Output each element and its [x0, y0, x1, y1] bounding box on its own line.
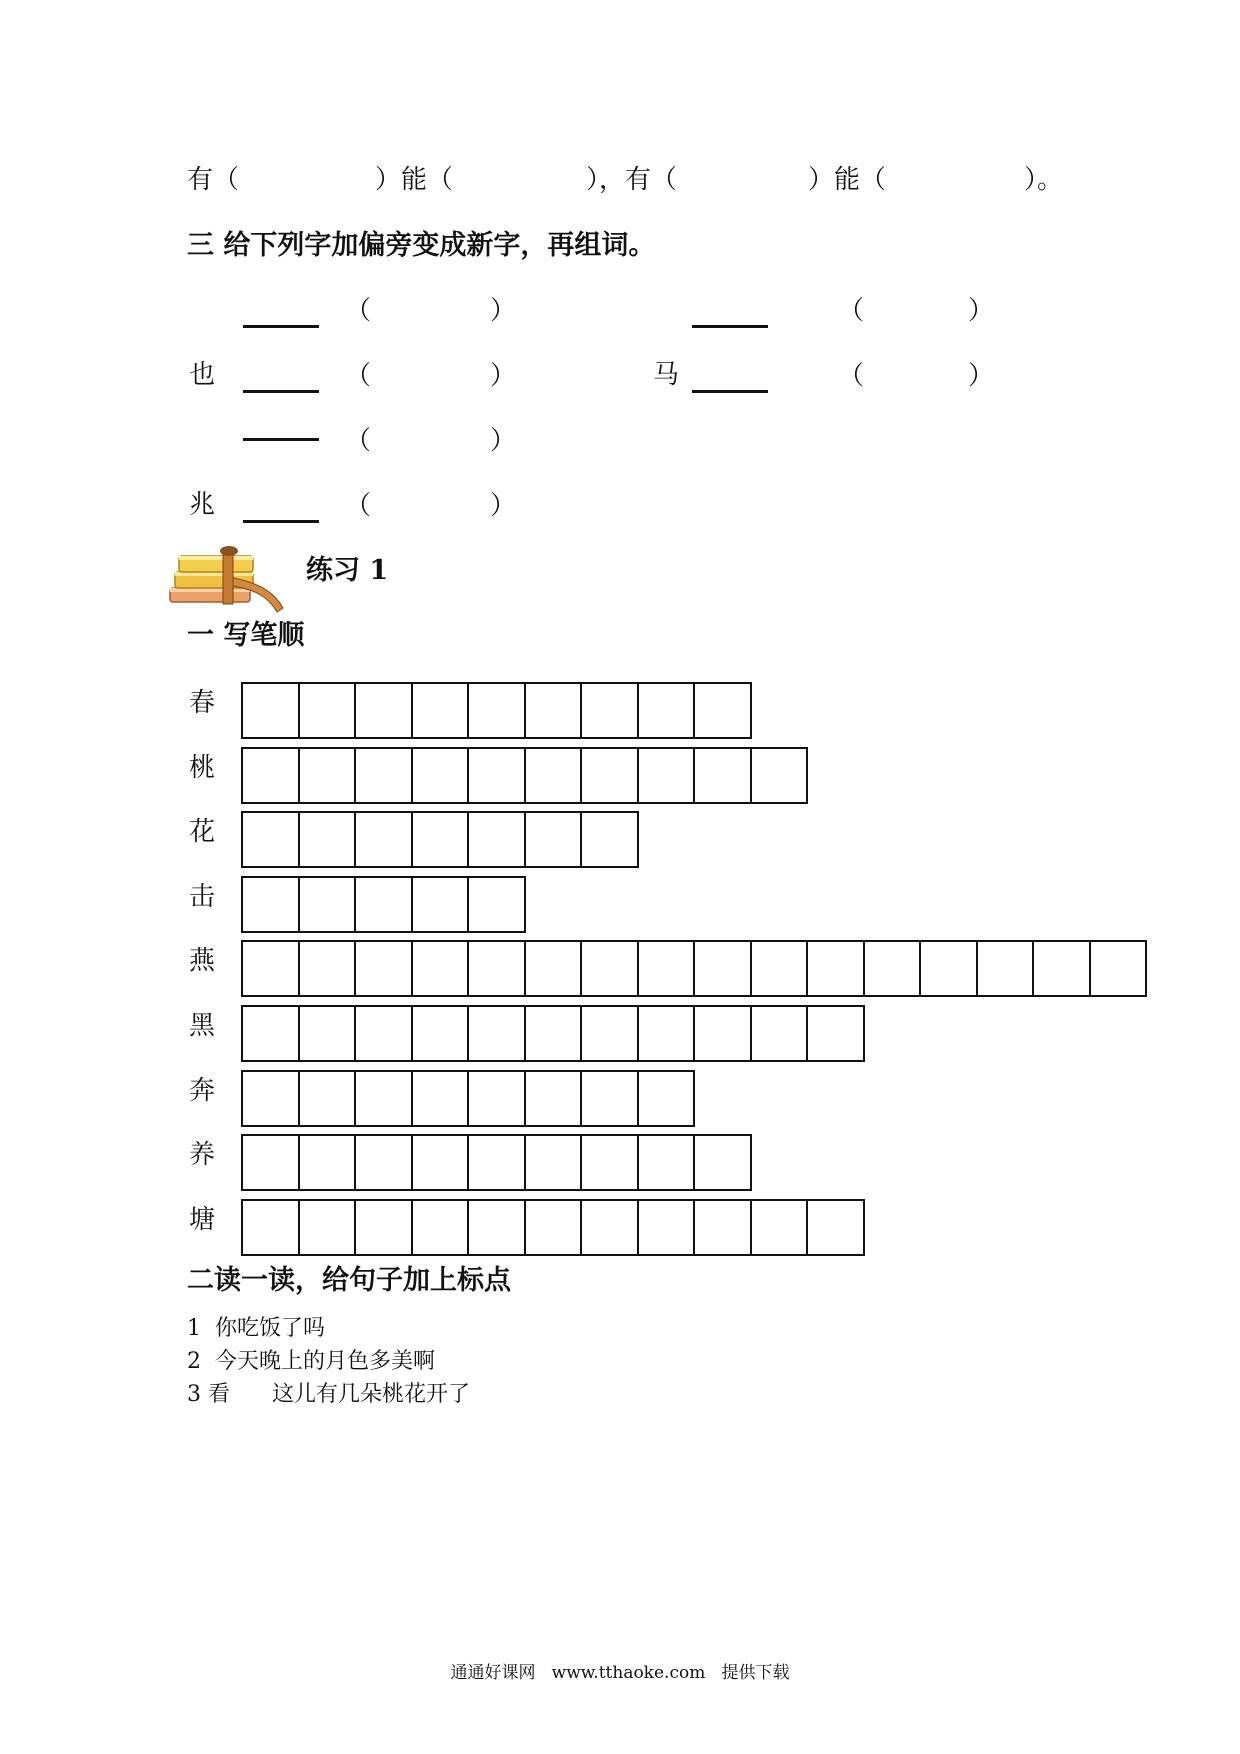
writing-cell[interactable] [243, 942, 300, 995]
writing-cell[interactable] [752, 749, 809, 802]
writing-cell[interactable] [413, 1136, 470, 1189]
section2-title: 二读一读，给句子加上标点 [187, 1265, 511, 1296]
writing-cell[interactable] [808, 1007, 865, 1060]
writing-cell[interactable] [526, 749, 583, 802]
stroke-grid-row [241, 1005, 865, 1062]
section1-title: 一 写笔顺 [187, 620, 305, 651]
writing-cell[interactable] [695, 684, 752, 737]
stroke-grid-row [241, 940, 1147, 997]
char-ye: 也 [189, 360, 216, 390]
writing-cell[interactable] [582, 813, 639, 866]
paren-open: （ [345, 361, 372, 391]
paren-open: （ [345, 426, 372, 456]
paren-close: ） [490, 361, 517, 391]
writing-cell[interactable] [300, 1201, 357, 1254]
writing-cell[interactable] [413, 813, 470, 866]
fill-text-2: ）能（ [375, 165, 454, 195]
writing-cell[interactable] [526, 1007, 583, 1060]
writing-cell[interactable] [752, 942, 809, 995]
writing-cell[interactable] [582, 1201, 639, 1254]
stroke-char: 燕 [189, 946, 216, 976]
writing-cell[interactable] [639, 1007, 696, 1060]
writing-cell[interactable] [243, 878, 300, 931]
writing-cell[interactable] [978, 942, 1035, 995]
writing-cell[interactable] [243, 813, 300, 866]
writing-cell[interactable] [356, 878, 413, 931]
fill-text-4: ）能（ [808, 165, 887, 195]
writing-cell[interactable] [243, 1072, 300, 1125]
stroke-grid-row [241, 682, 752, 739]
writing-cell[interactable] [526, 942, 583, 995]
writing-cell[interactable] [526, 1201, 583, 1254]
answer-blank[interactable] [243, 390, 319, 393]
writing-cell[interactable] [469, 878, 526, 931]
char-zhao: 兆 [189, 490, 216, 520]
writing-cell[interactable] [243, 749, 300, 802]
stroke-grid-row [241, 1070, 695, 1127]
writing-cell[interactable] [413, 684, 470, 737]
writing-cell[interactable] [243, 1201, 300, 1254]
writing-cell[interactable] [243, 1136, 300, 1189]
writing-cell[interactable] [356, 942, 413, 995]
paren-close: ） [490, 491, 517, 521]
writing-cell[interactable] [356, 684, 413, 737]
writing-cell[interactable] [469, 749, 526, 802]
writing-cell[interactable] [469, 1136, 526, 1189]
writing-cell[interactable] [300, 1136, 357, 1189]
writing-cell[interactable] [695, 749, 752, 802]
writing-cell[interactable] [469, 813, 526, 866]
writing-cell[interactable] [300, 749, 357, 802]
paren-close: ） [968, 361, 995, 391]
writing-cell[interactable] [356, 1201, 413, 1254]
writing-cell[interactable] [526, 813, 583, 866]
stroke-char: 黑 [189, 1011, 216, 1041]
writing-cell[interactable] [300, 684, 357, 737]
writing-cell[interactable] [413, 878, 470, 931]
writing-cell[interactable] [695, 942, 752, 995]
stroke-char: 奔 [189, 1076, 216, 1106]
paren-close: ） [968, 296, 995, 326]
writing-cell[interactable] [1091, 942, 1148, 995]
list-item: 1 你吃饭了吗 [187, 1316, 325, 1341]
writing-cell[interactable] [639, 942, 696, 995]
stroke-grid-row [241, 747, 808, 804]
writing-cell[interactable] [469, 1072, 526, 1125]
writing-cell[interactable] [469, 684, 526, 737]
writing-cell[interactable] [752, 1201, 809, 1254]
footer-text: 通通好课网 www.tthaoke.com 提供下载 [450, 1663, 790, 1683]
writing-cell[interactable] [639, 749, 696, 802]
writing-cell[interactable] [639, 1136, 696, 1189]
answer-blank[interactable] [243, 520, 319, 523]
writing-cell[interactable] [639, 1201, 696, 1254]
stroke-char: 桃 [189, 753, 216, 783]
fill-text-3: ），有（ [586, 165, 678, 195]
writing-cell[interactable] [300, 878, 357, 931]
stroke-grid-row [241, 811, 639, 868]
paren-open: （ [838, 361, 865, 391]
writing-cell[interactable] [413, 942, 470, 995]
writing-cell[interactable] [356, 749, 413, 802]
fill-text-5: ）。 [1024, 165, 1064, 195]
stroke-char: 塘 [189, 1205, 216, 1235]
writing-cell[interactable] [582, 1072, 639, 1125]
answer-blank[interactable] [692, 390, 768, 393]
writing-cell[interactable] [582, 1007, 639, 1060]
paren-close: ） [490, 296, 517, 326]
paren-close: ） [490, 426, 517, 456]
writing-cell[interactable] [356, 1007, 413, 1060]
writing-cell[interactable] [356, 1136, 413, 1189]
writing-cell[interactable] [808, 942, 865, 995]
stroke-grid-row [241, 1199, 865, 1256]
paren-open: （ [345, 491, 372, 521]
exercise1-title: 练习 1 [306, 555, 389, 586]
writing-cell[interactable] [356, 1072, 413, 1125]
punctuation-list [187, 1312, 470, 1411]
writing-cell[interactable] [582, 749, 639, 802]
writing-cell[interactable] [808, 1201, 865, 1254]
writing-cell[interactable] [582, 1136, 639, 1189]
writing-cell[interactable] [469, 1201, 526, 1254]
writing-cell[interactable] [300, 1007, 357, 1060]
writing-cell[interactable] [413, 1007, 470, 1060]
books-icon [165, 538, 300, 618]
writing-cell[interactable] [526, 1072, 583, 1125]
writing-cell[interactable] [413, 1072, 470, 1125]
writing-cell[interactable] [752, 1007, 809, 1060]
answer-blank[interactable] [692, 325, 768, 328]
writing-cell[interactable] [300, 1072, 357, 1125]
fill-text-1: 有（ [187, 165, 240, 195]
writing-cell[interactable] [526, 684, 583, 737]
writing-cell[interactable] [300, 942, 357, 995]
writing-cell[interactable] [356, 813, 413, 866]
stroke-char: 击 [189, 882, 216, 912]
writing-cell[interactable] [469, 1007, 526, 1060]
writing-cell[interactable] [865, 942, 922, 995]
writing-cell[interactable] [1034, 942, 1091, 995]
writing-cell[interactable] [526, 1136, 583, 1189]
stroke-grid-row [241, 1134, 752, 1191]
writing-cell[interactable] [695, 1007, 752, 1060]
list-item: 2 今天晚上的月色多美啊 [187, 1349, 435, 1374]
section3-title: 三 给下列字加偏旁变成新字，再组词。 [187, 230, 656, 261]
stroke-char: 养 [189, 1140, 216, 1170]
writing-cell[interactable] [639, 1072, 696, 1125]
writing-cell[interactable] [413, 1201, 470, 1254]
stroke-char: 花 [189, 817, 216, 847]
char-ma: 马 [653, 360, 680, 390]
writing-cell[interactable] [921, 942, 978, 995]
writing-cell[interactable] [695, 1136, 752, 1189]
writing-cell[interactable] [413, 749, 470, 802]
writing-cell[interactable] [300, 813, 357, 866]
answer-blank[interactable] [243, 325, 319, 328]
writing-cell[interactable] [582, 942, 639, 995]
writing-cell[interactable] [469, 942, 526, 995]
stroke-grid-row [241, 876, 526, 933]
stroke-char: 春 [189, 688, 216, 718]
writing-cell[interactable] [639, 684, 696, 737]
writing-cell[interactable] [582, 684, 639, 737]
writing-cell[interactable] [243, 684, 300, 737]
list-item: 3 看 这儿有几朵桃花开了 [187, 1382, 470, 1407]
paren-open: （ [345, 296, 372, 326]
answer-blank[interactable] [243, 438, 319, 441]
writing-cell[interactable] [243, 1007, 300, 1060]
paren-open: （ [838, 296, 865, 326]
writing-cell[interactable] [695, 1201, 752, 1254]
